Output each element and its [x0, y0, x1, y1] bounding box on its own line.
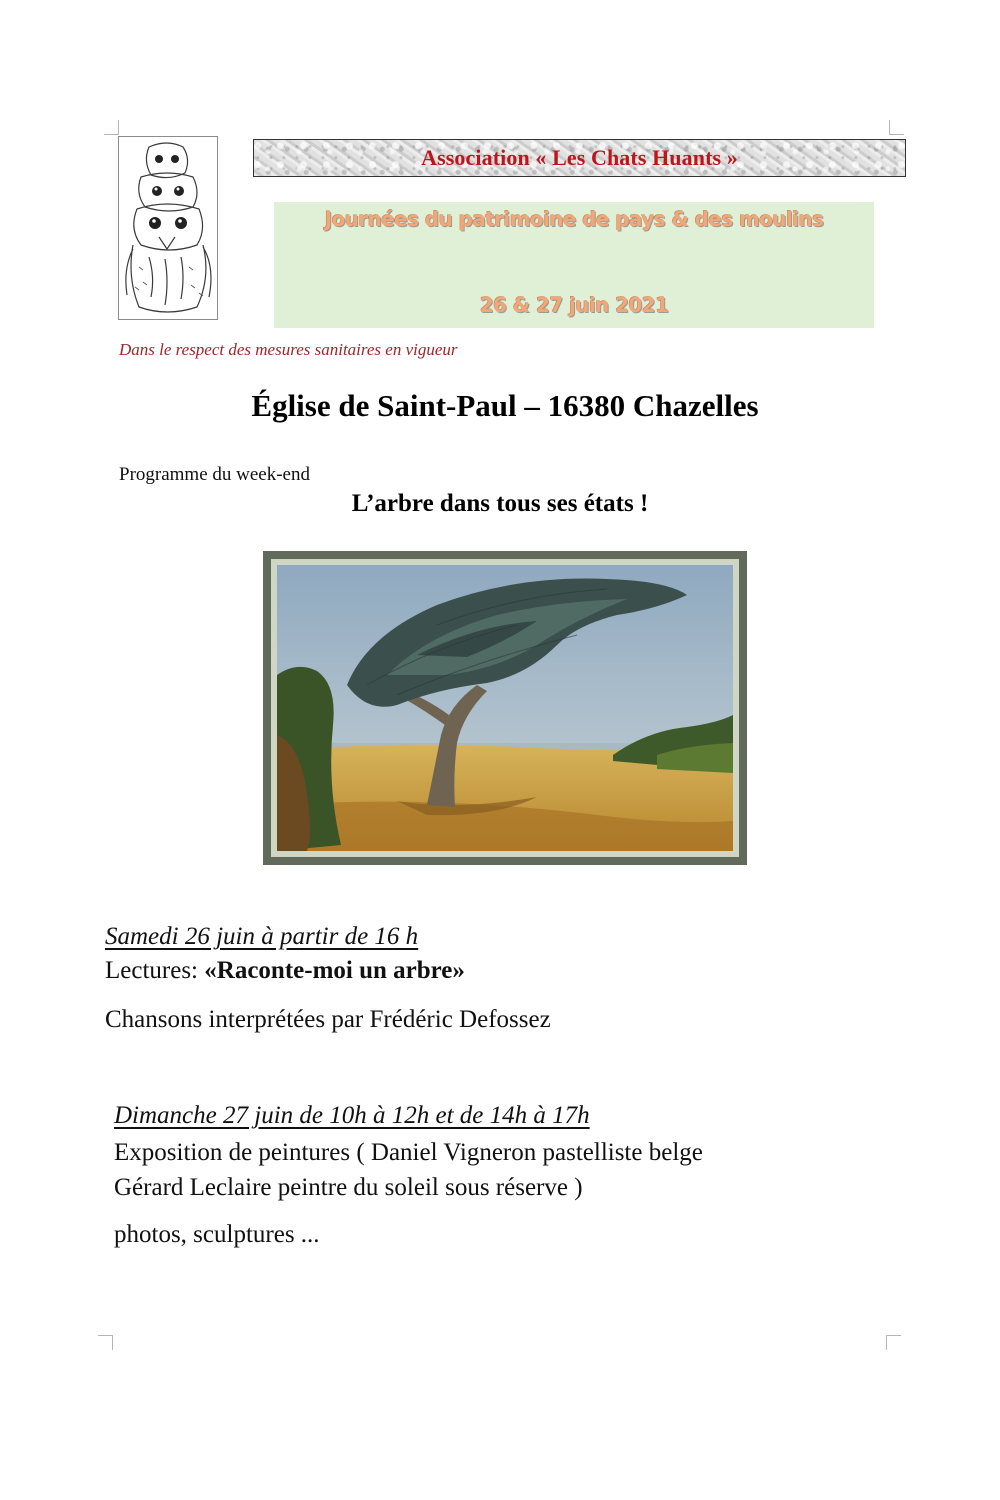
crop-mark-top-right — [889, 120, 904, 135]
crop-mark-top-left — [104, 120, 119, 135]
event-dates: 26 & 27 juin 2021 — [479, 293, 669, 317]
tree-painting — [263, 551, 747, 865]
event-box — [274, 202, 874, 328]
owl-drawing-icon — [119, 137, 217, 319]
sunday-exhibition-line-1: Exposition de peintures ( Daniel Vigneron pastelliste belge — [114, 1139, 703, 1166]
sanitary-notice: Dans le respect des mesures sanitaires en vigueur — [119, 340, 458, 359]
theme-title: L’arbre dans tous ses états ! — [351, 490, 649, 517]
crop-mark-bottom-left — [98, 1335, 113, 1350]
readings-title: «Raconte-moi un arbre» — [204, 957, 465, 984]
crop-mark-bottom-right — [886, 1335, 901, 1350]
saturday-songs: Chansons interprétées par Frédéric Defossez — [105, 1006, 551, 1033]
sunday-exhibition-line-2: Gérard Leclaire peintre du soleil sous réserve ) — [114, 1174, 583, 1201]
saturday-readings — [105, 957, 465, 985]
association-banner — [253, 139, 906, 177]
venue-title: Église de Saint-Paul – 16380 Chazelles — [251, 388, 759, 423]
sunday-exhibition-line-3: photos, sculptures ... — [114, 1221, 320, 1248]
association-name: Association « Les Chats Huants » — [421, 145, 738, 170]
readings-prefix: Lectures: — [105, 957, 205, 984]
saturday-heading: Samedi 26 juin à partir de 16 h — [105, 923, 419, 950]
event-title: Journées du patrimoine de pays & des moulins — [324, 207, 824, 231]
owl-logo — [118, 136, 218, 320]
sunday-heading: Dimanche 27 juin de 10h à 12h et de 14h à 17h — [114, 1102, 590, 1129]
programme-label: Programme du week-end — [119, 464, 310, 485]
windswept-tree-painting-icon — [277, 565, 733, 851]
